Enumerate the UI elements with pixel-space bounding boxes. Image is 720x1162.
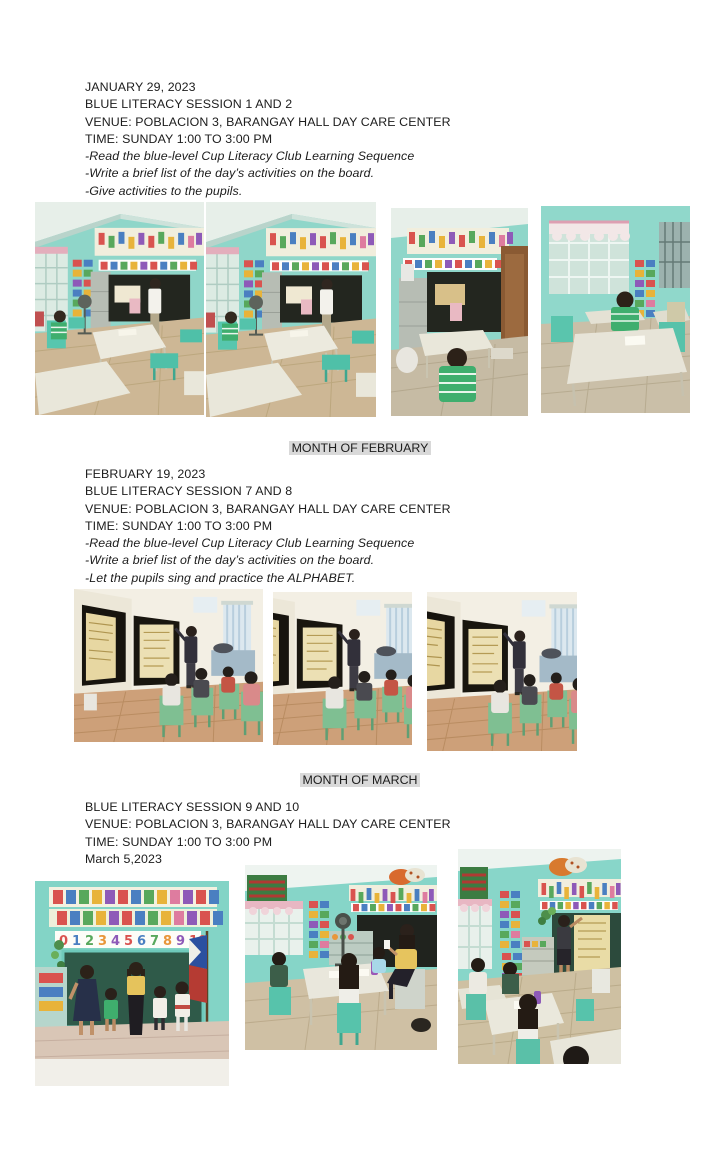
photo-january-3 [391, 208, 528, 416]
session-time: TIME: SUNDAY 1:00 TO 3:00 PM [85, 834, 273, 849]
session-venue: VENUE: POBLACION 3, BARANGAY HALL DAY CARE CENTER [85, 817, 451, 832]
photo-january-1 [35, 202, 204, 415]
session-title: BLUE LITERACY SESSION 1 AND 2 [85, 97, 293, 112]
classroom-photo-illustration [458, 849, 621, 1064]
photo-february-1 [74, 589, 263, 742]
classroom-photo-illustration [35, 202, 204, 415]
activity-item: -Write a brief list of the day’s activities on the board. [85, 553, 375, 568]
session-date: FEBRUARY 19, 2023 [85, 467, 206, 481]
activity-item: -Let the pupils sing and practice the ALPHABET. [85, 570, 356, 585]
january-section [85, 79, 451, 200]
photo-march-2 [245, 865, 437, 1050]
month-heading-text: MONTH OF MARCH [300, 773, 421, 787]
photo-february-2 [273, 592, 412, 745]
session-time: TIME: SUNDAY 1:00 TO 3:00 PM [85, 131, 273, 146]
classroom-photo-illustration [74, 589, 263, 742]
february-section [85, 466, 451, 587]
classroom-photo-illustration [541, 206, 690, 413]
activity-item: -Read the blue-level Cup Literacy Club Learning Sequence [85, 149, 415, 164]
activity-item: -Read the blue-level Cup Literacy Club Learning Sequence [85, 536, 415, 551]
classroom-photo-illustration [391, 208, 528, 416]
activity-item: -Write a brief list of the day’s activities on the board. [85, 166, 375, 181]
classroom-photo-illustration [35, 881, 229, 1086]
classroom-photo-illustration [206, 202, 376, 417]
march-section [85, 799, 451, 868]
photo-march-3 [458, 849, 621, 1064]
session-title: BLUE LITERACY SESSION 9 AND 10 [85, 800, 300, 814]
classroom-photo-illustration [427, 592, 577, 751]
photo-march-1 [35, 881, 229, 1086]
activity-item: -Give activities to the pupils. [85, 183, 243, 198]
month-of-march-heading [0, 771, 720, 789]
photo-january-4 [541, 206, 690, 413]
classroom-photo-illustration [273, 592, 412, 745]
session-date: March 5,2023 [85, 851, 162, 866]
photo-january-2 [206, 202, 376, 417]
photo-february-3 [427, 592, 577, 751]
month-of-february-heading [0, 439, 720, 457]
session-date: JANUARY 29, 2023 [85, 80, 196, 94]
session-venue: VENUE: POBLACION 3, BARANGAY HALL DAY CARE CENTER [85, 501, 451, 516]
session-time: TIME: SUNDAY 1:00 TO 3:00 PM [85, 518, 273, 533]
month-heading-text: MONTH OF FEBRUARY [289, 441, 432, 455]
session-venue: VENUE: POBLACION 3, BARANGAY HALL DAY CARE CENTER [85, 114, 451, 129]
classroom-photo-illustration [245, 865, 437, 1050]
session-title: BLUE LITERACY SESSION 7 AND 8 [85, 484, 293, 499]
